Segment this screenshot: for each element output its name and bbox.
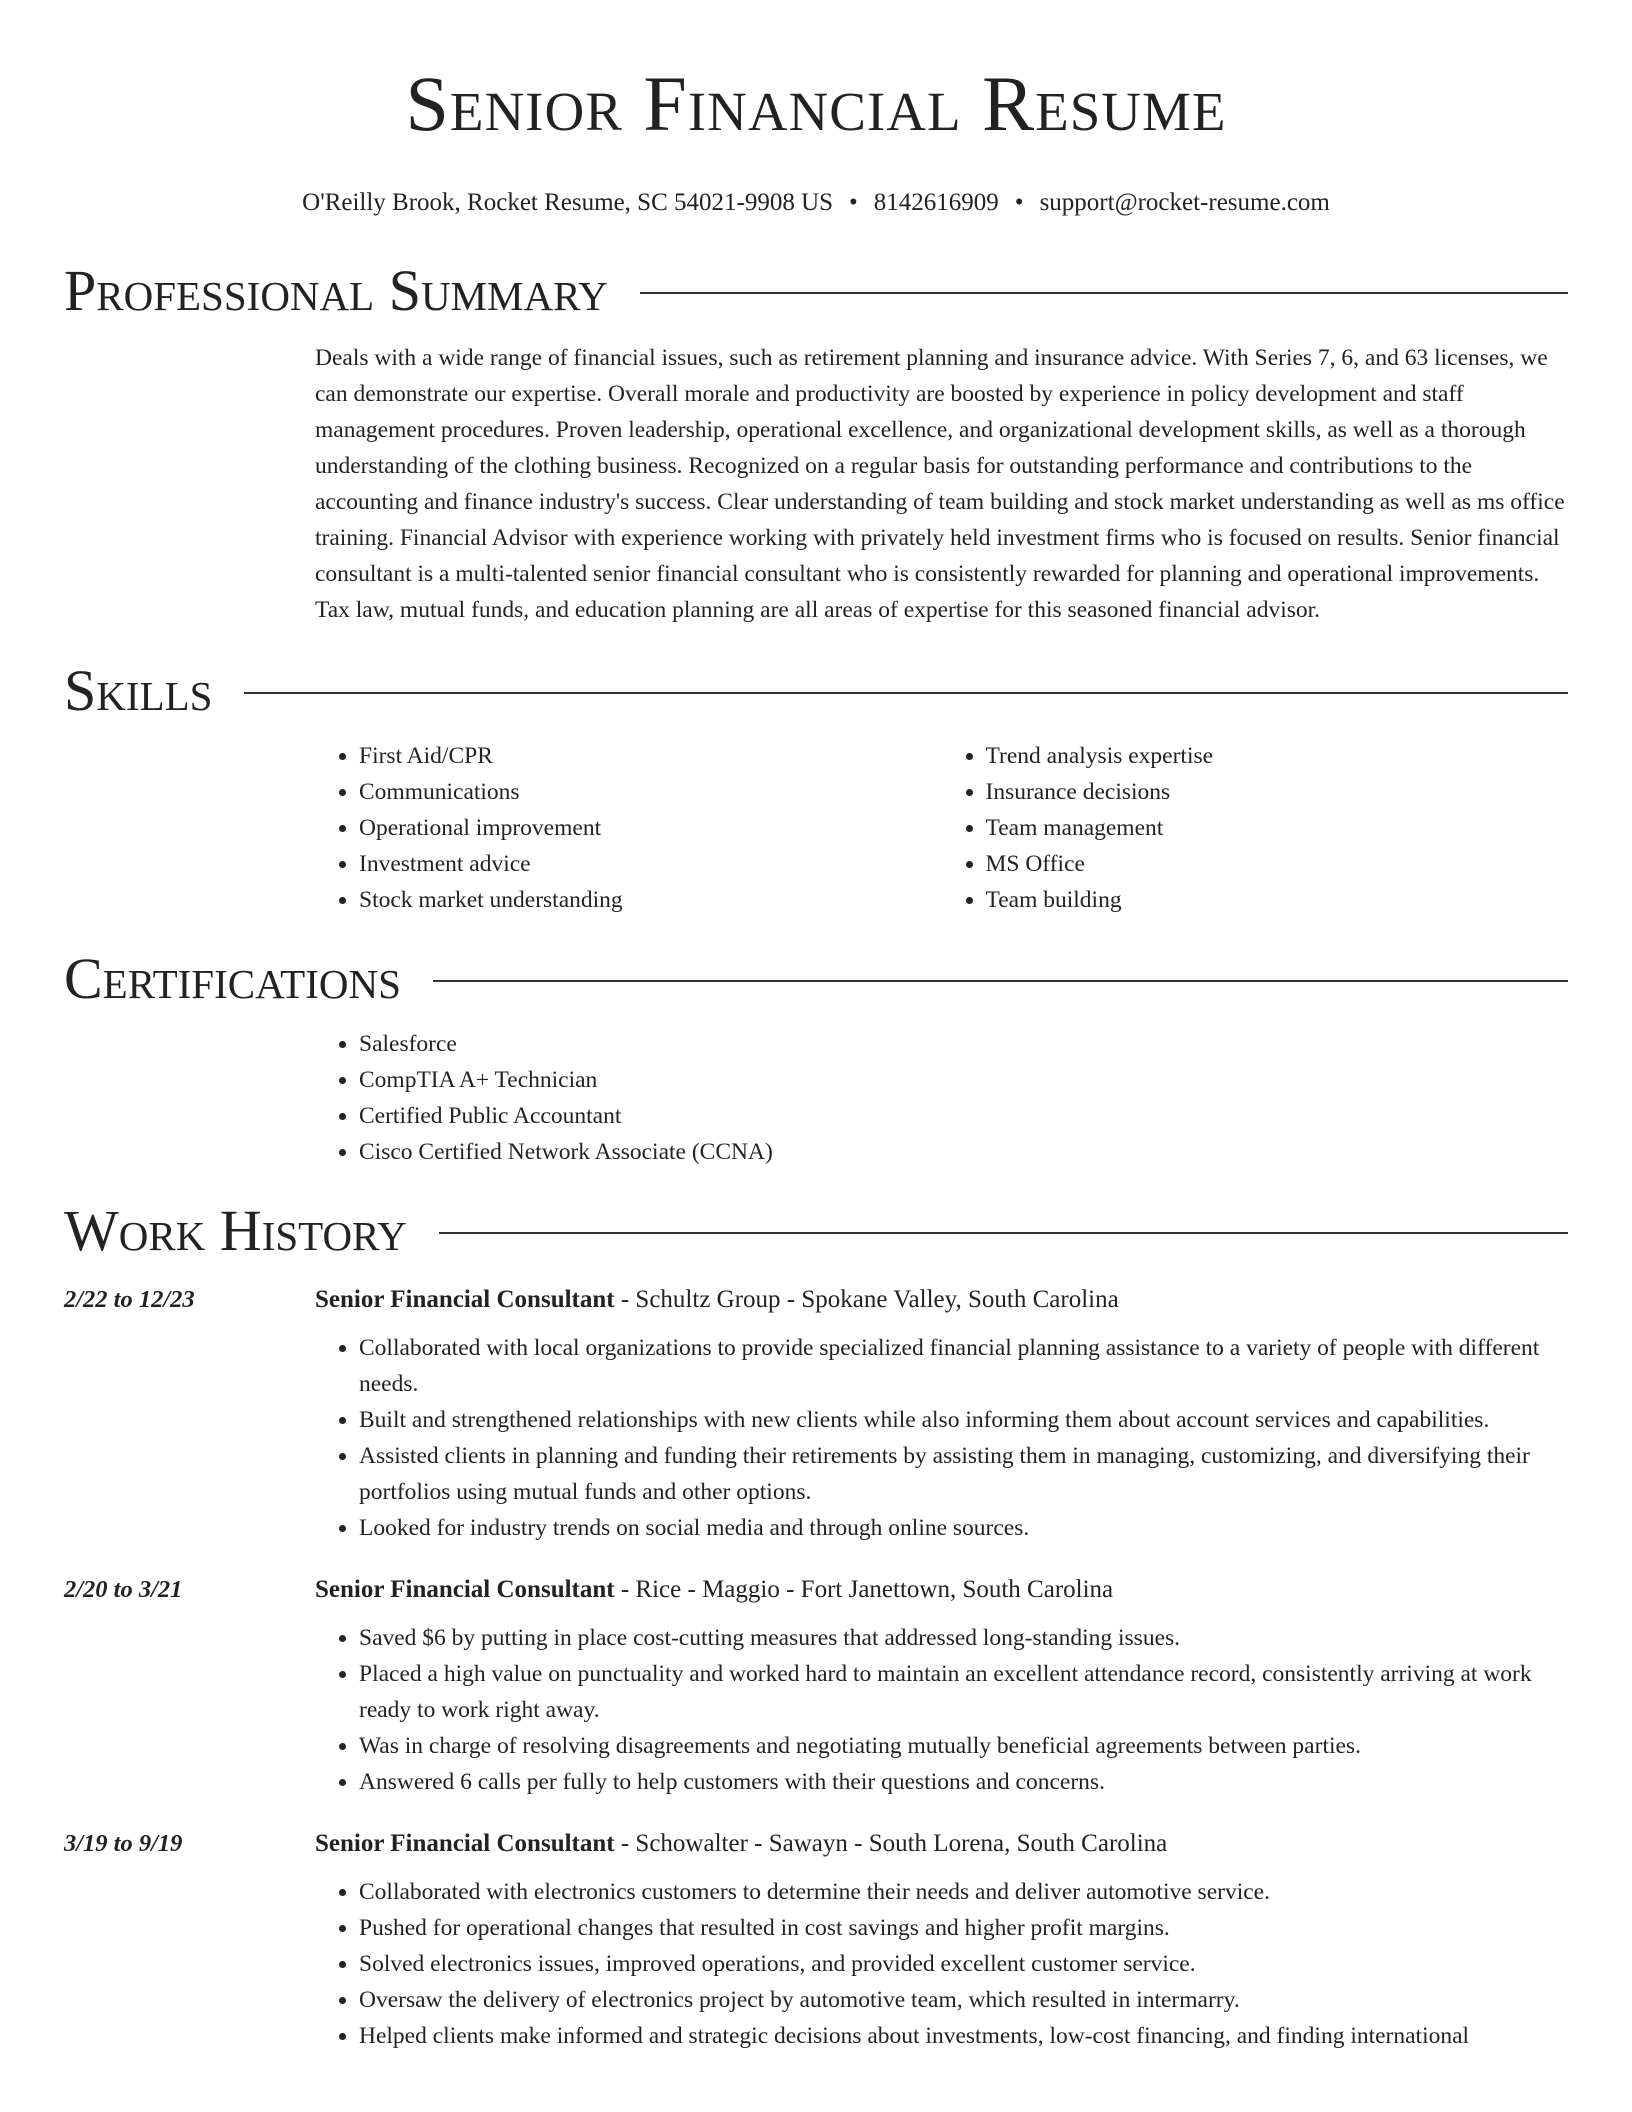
job-bullet: • Assisted clients in planning and funding their retirements by assisting them in managing, customizing, and diversifying their portfolios using mutual funds and other options. [359,1438,1568,1510]
job-title: Senior Financial Consultant [315,1286,615,1313]
contact-email: support@rocket-resume.com [1039,189,1330,216]
job-bullet: • Looked for industry trends on social media and through online sources. [359,1510,1568,1546]
job-bullet: • Saved $6 by putting in place cost-cutting measures that addressed long-standing issues. [359,1620,1568,1656]
job-bullet: • Answered 6 calls per fully to help customers with their questions and concerns. [359,1764,1568,1800]
contact-separator: • [849,189,858,216]
job-heading [315,1282,1568,1318]
contact-line [64,188,1568,218]
skills-list [315,738,1568,918]
job-bullet: • Oversaw the delivery of electronics project by automotive team, which resulted in intermarry. [359,1982,1568,2018]
skill-item: • Team management [986,810,1569,846]
skill-item: • First Aid/CPR [359,738,942,774]
skill-item: • MS Office [986,846,1569,882]
work-history-heading: Work History [64,1198,407,1263]
skill-item: • Trend analysis expertise [986,738,1569,774]
work-history-section-header [64,1196,1568,1266]
skills-column-left [315,738,942,918]
section-divider [439,1232,1568,1234]
skill-item: • Operational improvement [359,810,942,846]
summary-section-header [64,256,1568,326]
skills-section-header [64,656,1568,726]
job-dates: 3/19 to 9/19 [64,1830,183,1857]
job-heading [315,1826,1568,1862]
contact-separator: • [1014,189,1024,216]
skills-heading: Skills [64,658,213,723]
job-entry [64,1572,1568,1800]
summary-heading: Professional Summary [64,258,608,323]
skill-item: • Stock market understanding [359,882,942,918]
resume-name: Senior Financial Resume [405,60,1227,147]
job-details: - Rice - Maggio - Fort Janettown, South Carolina [614,1576,1114,1603]
summary-text: Deals with a wide range of financial issues, such as retirement planning and insurance advice. With Series 7, 6, and 63 licenses, we can demonstrate our expertise. Overall morale and productivity are boosted by experience in policy development and staff management procedures. Proven leadership, operational excellence, and organizational development skills, as well as a thorough understanding of the clothing business. Recognized on a regular basis for outstanding performance and contributions to the accounting and finance industry's success. Clear understanding of team building and stock market understanding as well as ms office training. Financial Advisor with experience working with privately held investment firms who is focused on results. Senior financial consultant is a multi-talented senior financial consultant who is consistently rewarded for planning and operational improvements. Tax law, mutual funds, and education planning are all areas of expertise for this seasoned financial advisor. [315,345,1565,623]
job-bullet: • Pushed for operational changes that resulted in cost savings and higher profit margins. [359,1910,1568,1946]
skill-item: • Communications [359,774,942,810]
job-bullet: • Built and strengthened relationships with new clients while also informing them about account services and capabilities. [359,1402,1568,1438]
job-entry [64,1282,1568,1546]
certifications-heading: Certifications [64,946,401,1011]
certification-item: • Cisco Certified Network Associate (CCNA) [359,1134,1568,1170]
job-bullet: • Was in charge of resolving disagreements and negotiating mutually beneficial agreements between parties. [359,1728,1568,1764]
job-bullets [315,1874,1568,2054]
contact-phone: 8142616909 [873,189,999,216]
job-details: - Schultz Group - Spokane Valley, South Carolina [614,1286,1119,1313]
job-dates: 2/22 to 12/23 [64,1286,195,1313]
certifications-section-header [64,944,1568,1014]
skills-column-right [942,738,1569,918]
skill-item: • Team building [986,882,1569,918]
job-dates: 2/20 to 3/21 [64,1576,183,1603]
section-divider [244,692,1568,694]
job-bullets [315,1330,1568,1546]
job-heading [315,1572,1568,1608]
section-divider [433,980,1568,982]
job-bullets [315,1620,1568,1800]
certification-item: • Salesforce [359,1026,1568,1062]
skill-item: • Insurance decisions [986,774,1569,810]
job-title: Senior Financial Consultant [315,1830,615,1857]
job-bullet: • Collaborated with electronics customers to determine their needs and deliver automotive service. [359,1874,1568,1910]
job-entry [64,1826,1568,2054]
job-bullet: • Solved electronics issues, improved operations, and provided excellent customer service. [359,1946,1568,1982]
contact-address: O'Reilly Brook, Rocket Resume, SC 54021-9908 US [302,189,834,216]
skill-item: • Investment advice [359,846,942,882]
job-bullet: • Placed a high value on punctuality and worked hard to maintain an excellent attendance record, consistently arriving at work ready to work right away. [359,1656,1568,1728]
certification-item: • CompTIA A+ Technician [359,1062,1568,1098]
certification-item: • Certified Public Accountant [359,1098,1568,1134]
job-details: - Schowalter - Sawayn - South Lorena, South Carolina [614,1830,1168,1857]
job-bullet: • Helped clients make informed and strategic decisions about investments, low-cost financing, and finding international [359,2018,1568,2054]
section-divider [640,292,1568,294]
job-bullet: • Collaborated with local organizations to provide specialized financial planning assistance to a variety of people with different needs. [359,1330,1568,1402]
job-title: Senior Financial Consultant [315,1576,615,1603]
certifications-list [315,1026,1568,1170]
